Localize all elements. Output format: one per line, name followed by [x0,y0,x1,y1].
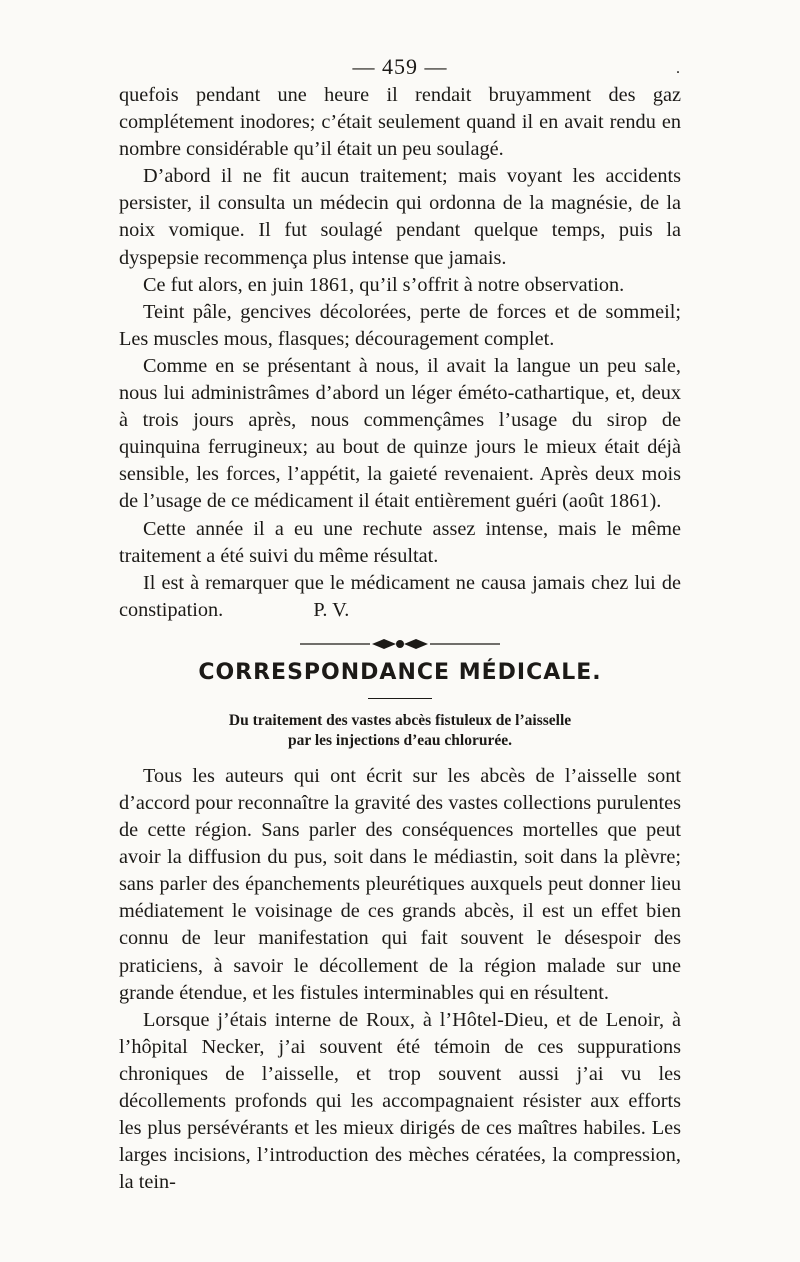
final-paragraph-text: Il est à remarquer que le médicament ne causa jamais chez lui de constipation. [119,571,681,621]
paragraph: Cette année il a eu une rechute assez intense, mais le même traitement a été suivi du même résultat. [119,517,681,567]
paragraph: Ce fut alors, en juin 1861, qu’il s’offrit à notre observation. [143,273,625,296]
article-subtitle [119,711,681,751]
paragraph-continuation: quefois pendant une heure il rendait bruyamment des gaz complétement inodores; c’était seulement quand il en avait rendu en nombre considérable qu’il était un peu soulagé. [119,84,681,161]
paragraph-final [119,570,681,624]
subtitle-line: Du traitement des vastes abcès fistuleux de l’aisselle [228,711,572,729]
signature: P. V. [313,598,350,621]
text-block [119,82,681,1196]
paragraph: D’abord il ne fit aucun traitement; mais voyant les accidents persister, il consulta un médecin qui ordonna de la magnésie, de la noix vomique. Il fut soulagé pendant quelque temps, puis la dyspepsie recommença plus intense que jamais. [119,165,681,269]
section-title: CORRESPONDANCE MÉDICALE. [198,659,602,685]
body-paragraph: Tous les auteurs qui ont écrit sur les abcès de l’aisselle sont d’accord pour reconnaître la gravité des vastes collections purulentes de cette région. Sans parler des conséquences mortelles que peut avoir la diffusion du pus, soit dans le médiastin, soit dans la plèvre; sans parler des épanchements pleurétiques auxquels peut donner lieu médiatement le voisinage de ces grands abcès, il est un effet bien connu de leur manifestation qui fait souvent le désespoir des praticiens, à savoir le décollement de la région malade sur une grande étendue, et les fistules interminables qui en résultent. [119,764,681,1004]
page-number: — 459 — [352,54,448,79]
title-rule [368,698,432,699]
ornament-divider [300,636,500,652]
corner-mark: . [676,60,680,77]
body-paragraph: Lorsque j’étais interne de Roux, à l’Hôtel-Dieu, et de Lenoir, à l’hôpital Necker, j’ai souvent été témoin de ces suppurations chroniques de l’aisselle, et trop souvent aussi j’ai vu les décollements profonds qui les accompagnaient résister aux efforts les plus persévérants et les mieux dirigés de ces maîtres habiles. Les larges incisions, l’introduction des mèches cératées, la compression, la tein- [119,1008,681,1194]
subtitle-line: par les injections d’eau chlorurée. [287,731,512,749]
paragraph: Teint pâle, gencives décolorées, perte de forces et de sommeil; Les muscles mous, flasques; découragement complet. [119,300,681,350]
paragraph: Comme en se présentant à nous, il avait la langue un peu sale, nous lui administrâmes d’abord un léger éméto-cathartique, et, deux à trois jours après, nous commençâmes l’usage du sirop de quinquina ferrugineux; au bout de quinze jours le mieux était déjà sensible, les forces, l’appétit, la gaieté revenaient. Après deux mois de l’usage de ce médicament il était entièrement guéri (août 1861). [119,354,681,513]
